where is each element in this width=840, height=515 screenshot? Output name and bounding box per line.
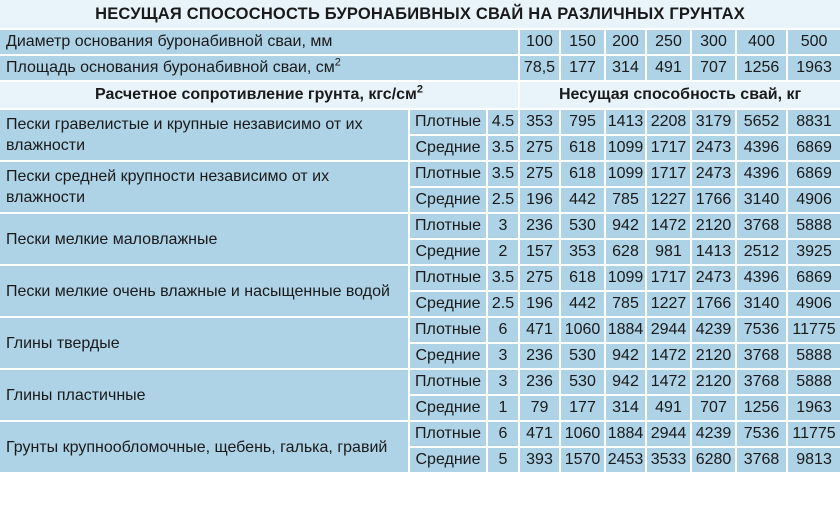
capacity-value: 6280 [692,448,737,474]
capacity-value: 3179 [692,110,737,136]
capacity-value: 3925 [788,240,840,266]
capacity-value: 196 [520,292,561,318]
capacity-value: 1099 [606,266,647,292]
area-value: 1963 [788,56,840,82]
diameter-value: 400 [737,30,788,56]
capacity-value: 3768 [737,344,788,370]
resistance-value: 2 [488,240,520,266]
capacity-value: 942 [606,370,647,396]
soil-type-label: Глины твердые [0,318,410,370]
diameter-row [0,30,840,56]
area-value: 78,5 [520,56,561,82]
table-row [0,110,840,136]
capacity-value: 2944 [647,422,692,448]
capacity-value: 6869 [788,136,840,162]
table-row [0,266,840,292]
density-label: Средние [410,136,488,162]
diameter-value: 100 [520,30,561,56]
resistance-value: 4.5 [488,110,520,136]
table-title: НЕСУЩАЯ СПОСОСНОСТЬ БУРОНАБИВНЫХ СВАЙ НА РАЗЛИЧНЫХ ГРУНТАХ [0,0,840,30]
density-label: Плотные [410,318,488,344]
area-value: 1256 [737,56,788,82]
capacity-value: 9813 [788,448,840,474]
capacity-value: 3140 [737,292,788,318]
capacity-value: 2120 [692,344,737,370]
soil-type-label: Пески гравелистые и крупные независимо от их влажности [0,110,410,162]
capacity-value: 3768 [737,214,788,240]
capacity-value: 7536 [737,318,788,344]
capacity-value: 275 [520,266,561,292]
diameter-value: 300 [692,30,737,56]
capacity-value: 236 [520,214,561,240]
density-label: Средние [410,188,488,214]
density-label: Средние [410,344,488,370]
capacity-value: 707 [692,396,737,422]
capacity-value: 6869 [788,266,840,292]
capacity-value: 1884 [606,422,647,448]
density-label: Плотные [410,214,488,240]
capacity-value: 1099 [606,136,647,162]
capacity-value: 471 [520,318,561,344]
density-label: Средние [410,292,488,318]
capacity-value: 618 [561,136,606,162]
capacity-value: 785 [606,292,647,318]
diameter-label: Диаметр основания буронабивной сваи, мм [0,30,520,56]
capacity-value: 2453 [606,448,647,474]
density-label: Средние [410,448,488,474]
capacity-value: 1884 [606,318,647,344]
resistance-unit-superscript: 2 [416,83,423,96]
capacity-value: 1570 [561,448,606,474]
capacity-value: 981 [647,240,692,266]
diameter-value: 250 [647,30,692,56]
capacity-value: 1766 [692,188,737,214]
capacity-value: 530 [561,370,606,396]
area-label: Площадь основания буронабивной сваи, $см^2$ [0,56,520,82]
resistance-value: 2.5 [488,292,520,318]
capacity-value: 795 [561,110,606,136]
capacity-value: 79 [520,396,561,422]
capacity-value: 8831 [788,110,840,136]
density-label: Плотные [410,422,488,448]
resistance-value: 3.5 [488,162,520,188]
resistance-value: 5 [488,448,520,474]
soil-type-label: Грунты крупнообломочные, щебень, галька, гравий [0,422,410,474]
capacity-value: 3533 [647,448,692,474]
capacity-value: 353 [520,110,561,136]
capacity-value: 2120 [692,214,737,240]
capacity-value: 1472 [647,214,692,240]
capacity-value: 1060 [561,318,606,344]
capacity-value: 2473 [692,136,737,162]
title-row [0,0,840,30]
capacity-value: 1227 [647,188,692,214]
soil-type-label: Пески мелкие очень влажные и насыщенные водой [0,266,410,318]
capacity-value: 2208 [647,110,692,136]
capacity-value: 530 [561,344,606,370]
capacity-value: 275 [520,136,561,162]
area-row [0,56,840,82]
resistance-value: 6 [488,318,520,344]
soil-type-label: Глины пластичные [0,370,410,422]
resistance-value: 2.5 [488,188,520,214]
capacity-value: 1766 [692,292,737,318]
density-label: Средние [410,240,488,266]
area-value: 177 [561,56,606,82]
diameter-value: 200 [606,30,647,56]
capacity-value: 4239 [692,422,737,448]
density-label: Плотные [410,370,488,396]
table-row [0,318,840,344]
capacity-value: 1060 [561,422,606,448]
capacity-value: 491 [647,396,692,422]
capacity-value: 4396 [737,266,788,292]
table-row [0,162,840,188]
capacity-value: 785 [606,188,647,214]
density-label: Плотные [410,266,488,292]
resistance-value: 3 [488,370,520,396]
capacity-value: 5888 [788,370,840,396]
area-value: 314 [606,56,647,82]
soil-type-label: Пески мелкие маловлажные [0,214,410,266]
resistance-value: 3 [488,214,520,240]
capacity-value: 236 [520,344,561,370]
capacity-value: 530 [561,214,606,240]
density-label: Средние [410,396,488,422]
table-row [0,370,840,396]
capacity-value: 942 [606,344,647,370]
capacity-value: 3140 [737,188,788,214]
capacity-value: 4906 [788,188,840,214]
density-label: Плотные [410,162,488,188]
capacity-value: 442 [561,188,606,214]
capacity-value: 5888 [788,344,840,370]
capacity-value: 628 [606,240,647,266]
area-value: 707 [692,56,737,82]
capacity-value: 1256 [737,396,788,422]
capacity-value: 1227 [647,292,692,318]
capacity-value: 11775 [788,422,840,448]
capacity-value: 1717 [647,266,692,292]
capacity-value: 353 [561,240,606,266]
capacity-value: 1413 [606,110,647,136]
soil-type-label: Пески средней крупности независимо от их влажности [0,162,410,214]
resistance-value: 3.5 [488,136,520,162]
capacity-header: Несущая способность свай, кг [520,82,840,110]
capacity-value: 442 [561,292,606,318]
capacity-value: 5652 [737,110,788,136]
capacity-value: 314 [606,396,647,422]
resistance-value: 1 [488,396,520,422]
capacity-value: 157 [520,240,561,266]
capacity-value: 4239 [692,318,737,344]
density-label: Плотные [410,110,488,136]
capacity-value: 2512 [737,240,788,266]
capacity-value: 11775 [788,318,840,344]
capacity-value: 2120 [692,370,737,396]
capacity-value: 6869 [788,162,840,188]
capacity-value: 4396 [737,136,788,162]
resistance-value: 3.5 [488,266,520,292]
capacity-value: 3768 [737,370,788,396]
capacity-value: 1099 [606,162,647,188]
capacity-value: 942 [606,214,647,240]
area-value: 491 [647,56,692,82]
capacity-value: 3768 [737,448,788,474]
diameter-value: 150 [561,30,606,56]
table-row [0,214,840,240]
resistance-value: 6 [488,422,520,448]
capacity-value: 236 [520,370,561,396]
capacity-value: 2473 [692,162,737,188]
capacity-value: 2944 [647,318,692,344]
capacity-value: 618 [561,162,606,188]
capacity-value: 1413 [692,240,737,266]
resistance-value: 3 [488,344,520,370]
capacity-value: 1472 [647,370,692,396]
capacity-value: 275 [520,162,561,188]
capacity-value: 2473 [692,266,737,292]
capacity-value: 196 [520,188,561,214]
capacity-value: 1717 [647,162,692,188]
capacity-value: 177 [561,396,606,422]
section-header-row [0,82,840,110]
capacity-value: 4396 [737,162,788,188]
capacity-value: 7536 [737,422,788,448]
capacity-value: 1472 [647,344,692,370]
area-unit-superscript: 2 [334,56,341,69]
resistance-header: Расчетное сопротивление грунта, кгс/$см^2$ [0,82,520,110]
capacity-value: 471 [520,422,561,448]
capacity-value: 1963 [788,396,840,422]
table-row [0,422,840,448]
capacity-value: 5888 [788,214,840,240]
capacity-value: 618 [561,266,606,292]
capacity-value: 4906 [788,292,840,318]
capacity-value: 1717 [647,136,692,162]
capacity-value: 393 [520,448,561,474]
diameter-value: 500 [788,30,840,56]
